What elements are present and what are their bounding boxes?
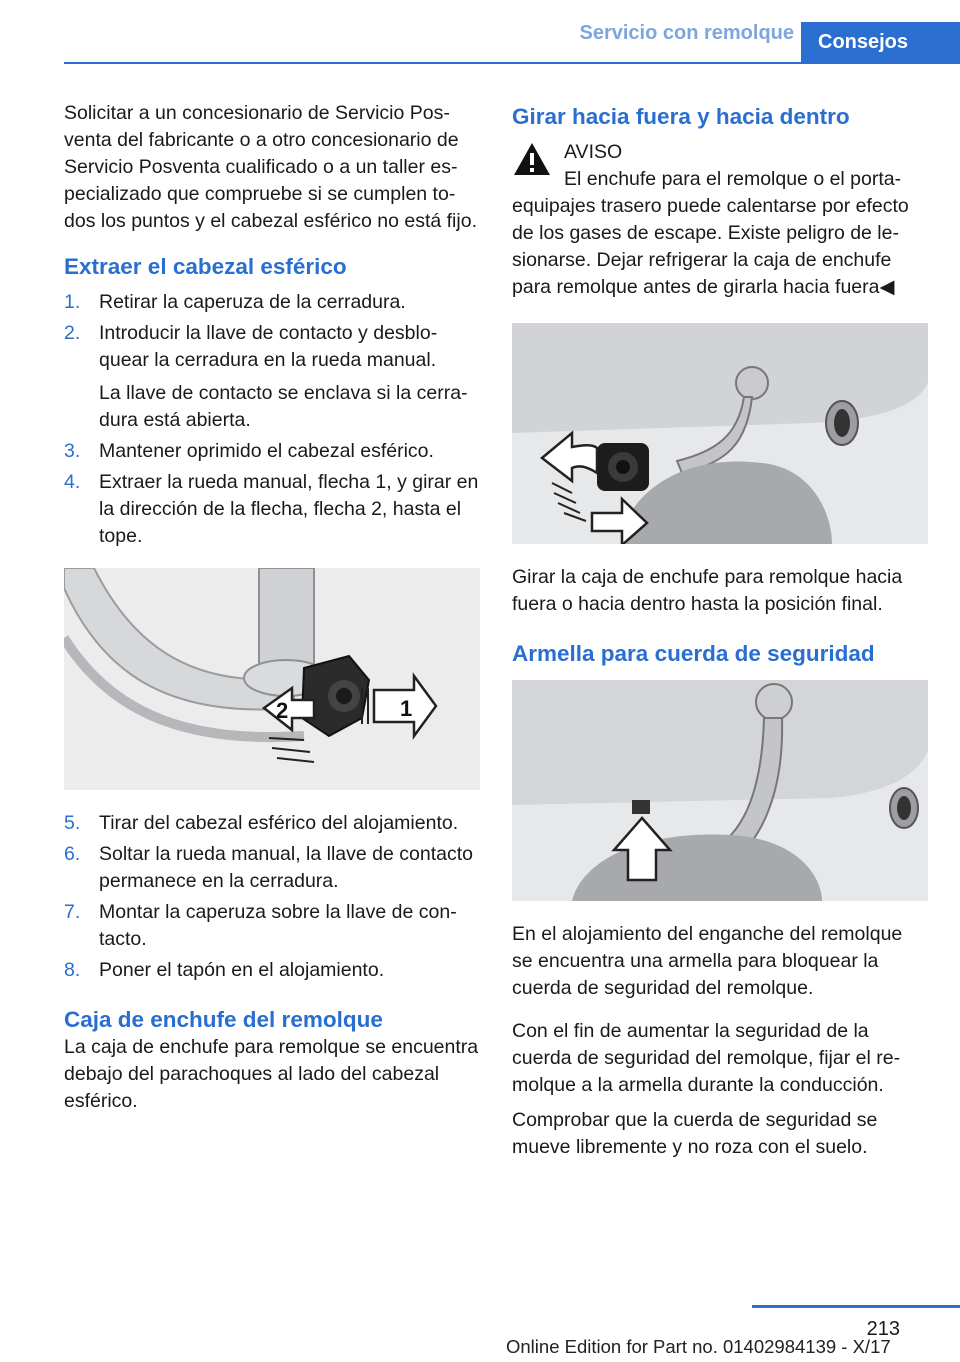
list-item: 7. Montar la caperuza sobre la llave de contacto. <box>64 901 457 950</box>
warning-title: AVISO <box>564 141 623 163</box>
list-item: 3. Mantener oprimido el cabezal esférico. <box>64 440 434 462</box>
arrow-label-2: 2 <box>276 698 289 723</box>
page-number: 213 <box>866 1318 900 1340</box>
safety-eyelet-illustration <box>512 680 928 901</box>
edition-footer: Online Edition for Part no. 01402984139 - X/17 <box>506 1336 891 1357</box>
list-item: 1. Retirar la caperuza de la cerradura. <box>64 291 406 313</box>
heading-trailer-socket: Caja de enchufe del remolque <box>64 1007 383 1032</box>
warning-triangle-icon <box>512 141 552 177</box>
socket-swing-illustration <box>512 323 928 544</box>
eyelet-paragraph-1: En el alojamiento del enganche del remolque se encuentra una armella para bloquear la cuerda de seguridad del remolque. <box>512 923 903 999</box>
steps-list-a <box>64 289 480 550</box>
header-rule <box>64 62 960 64</box>
figure-safety-eyelet <box>512 680 928 901</box>
left-column <box>64 100 480 1131</box>
heading-extract-ball-head: Extraer el cabezal esférico <box>64 254 347 279</box>
right-column <box>512 100 928 1177</box>
socket-paragraph: La caja de enchufe para remolque se encuentra debajo del parachoques al lado del cabezal esférico. <box>64 1036 479 1112</box>
section-tab[interactable]: Servicio con remolque <box>579 22 794 44</box>
footer-rule <box>752 1305 960 1308</box>
page-header <box>64 0 960 62</box>
eyelet-paragraph-3: Comprobar que la cuerda de seguridad se mueve libremente y no roza con el suelo. <box>512 1109 878 1158</box>
heading-swing-out-in: Girar hacia fuera y hacia dentro <box>512 104 850 129</box>
arrow-label-1: 1 <box>400 696 413 721</box>
list-item: 2. Introducir la llave de contacto y desbloquear la cerradura en la rueda manual. La llave de contacto se enclava si la cerradura está abierta. <box>64 322 468 431</box>
intro-paragraph: Solicitar a un concesionario de Servicio Posventa del fabricante o a otro concesionario de Servicio Posventa cualificado o a un taller especializado que compruebe si se cumplen todos los puntos y el cabezal esférico no está fijo. <box>64 102 477 232</box>
handwheel-illustration <box>64 568 480 790</box>
eyelet-paragraph-2: Con el fin de aumentar la seguridad de la cuerda de seguridad del remolque, fijar el remolque a la armella durante la conducción. <box>512 1020 901 1096</box>
swing-paragraph: Girar la caja de enchufe para remolque hacia fuera o hacia dentro hasta la posición final. <box>512 566 903 615</box>
warning-text: El enchufe para el remolque o el portaequipajes trasero puede calentarse por efecto de los gases de escape. Existe peligro de lesionarse. Dejar refrigerar la caja de enchufe para remolque antes de girarla hacia fuera◀ <box>512 168 909 298</box>
list-item: 6. Soltar la rueda manual, la llave de contacto permanece en la cerradura. <box>64 843 473 892</box>
steps-list-b <box>64 810 480 984</box>
list-item: 5. Tirar del cabezal esférico del alojamiento. <box>64 812 459 834</box>
figure-handwheel <box>64 568 480 790</box>
heading-safety-eyelet: Armella para cuerda de seguridad <box>512 641 875 666</box>
list-item: 4. Extraer la rueda manual, flecha 1, y girar en la dirección de la flecha, flecha 2, hasta el tope. <box>64 471 479 547</box>
list-item: 8. Poner el tapón en el alojamiento. <box>64 959 385 981</box>
figure-socket-swing <box>512 323 928 544</box>
warning-block <box>512 139 928 301</box>
chapter-tab[interactable]: Consejos <box>801 22 960 62</box>
